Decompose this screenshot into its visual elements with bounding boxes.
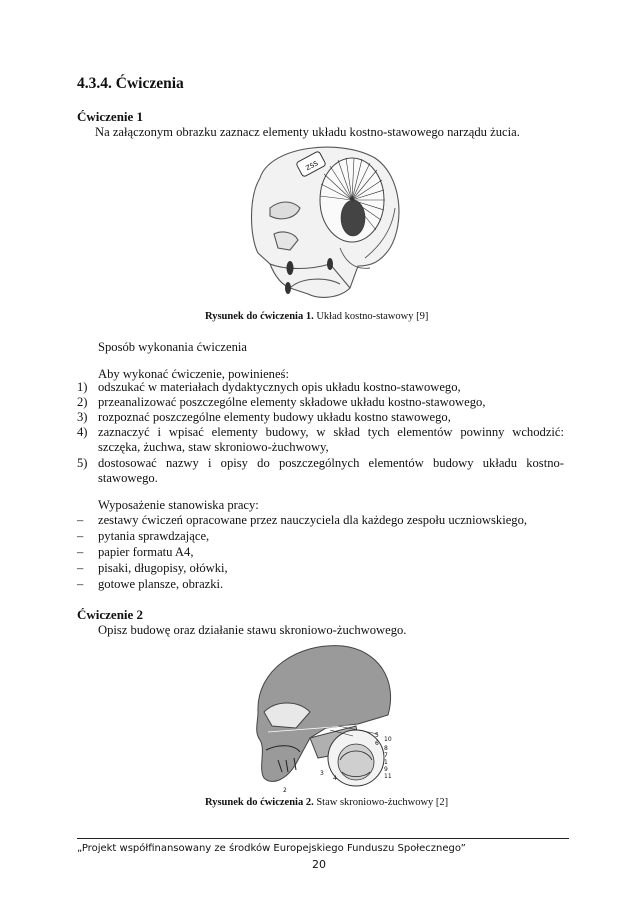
equipment-title: Wyposażenie stanowiska pracy: bbox=[98, 498, 259, 512]
equipment-text: zestawy ćwiczeń opracowane przez nauczyciela dla każdego zespołu uczniowskiego, bbox=[98, 513, 528, 527]
figure-2-caption-label: Rysunek do ćwiczenia 2. bbox=[205, 797, 314, 808]
figure-2-number: 5 bbox=[375, 732, 379, 739]
bullet-dash: – bbox=[77, 513, 84, 527]
step-text: przeanalizować poszczególne elementy składowe układu kostno-stawowego, bbox=[98, 395, 486, 409]
figure-2-number: 4 bbox=[333, 775, 337, 782]
figure-2-number: 7 bbox=[384, 752, 388, 759]
figure-2-number: 11 bbox=[384, 773, 392, 780]
footer-text: „Projekt współfinansowany ze środków Europejskiego Funduszu Społecznego” bbox=[77, 843, 466, 854]
footer-divider bbox=[77, 838, 569, 839]
figure-1-caption-text: Układ kostno-stawowy [9] bbox=[313, 311, 429, 322]
figure-2-caption bbox=[205, 797, 448, 808]
figure-1-caption-label: Rysunek do ćwiczenia 1. bbox=[205, 311, 314, 322]
figure-2-tmj-illustration bbox=[238, 640, 408, 796]
figure-1-label: ZSS bbox=[304, 159, 320, 173]
exercise-2-heading: Ćwiczenie 2 bbox=[77, 607, 144, 622]
step-text-continued: stawowego. bbox=[98, 471, 158, 485]
step-text: odszukać w materiałach dydaktycznych opis układu kostno-stawowego, bbox=[98, 380, 461, 394]
exercise-2-instruction: Opisz budowę oraz działanie stawu skroniowo-żuchwowego. bbox=[98, 623, 407, 637]
bullet-dash: – bbox=[77, 577, 84, 591]
equipment-text: papier formatu A4, bbox=[98, 545, 194, 559]
figure-2-number: 1 bbox=[384, 759, 388, 766]
method-title: Sposób wykonania ćwiczenia bbox=[98, 340, 247, 354]
figure-1-caption bbox=[205, 311, 428, 322]
step-text-continued: szczęka, żuchwa, staw skroniowo-żuchwowy, bbox=[98, 440, 329, 454]
step-text: zaznaczyć i wpisać elementy budowy, w skład tych elementów powinny wchodzić: bbox=[98, 425, 564, 439]
steps-intro: Aby wykonać ćwiczenie, powinieneś: bbox=[98, 367, 289, 381]
equipment-text: gotowe plansze, obrazki. bbox=[98, 577, 224, 591]
equipment-text: pytania sprawdzające, bbox=[98, 529, 210, 543]
step-text: rozpoznać poszczególne elementy budowy układu kostno stawowego, bbox=[98, 410, 451, 424]
figure-2-number: 6 bbox=[375, 740, 379, 747]
figure-2-caption-text: Staw skroniowo-żuchwowy [2] bbox=[313, 797, 449, 808]
step-number: 5) bbox=[77, 456, 88, 470]
bullet-dash: – bbox=[77, 545, 84, 559]
step-number: 2) bbox=[77, 395, 88, 409]
page-number: 20 bbox=[312, 858, 326, 871]
section-title: 4.3.4. Ćwiczenia bbox=[77, 75, 184, 92]
figure-2-number: 9 bbox=[384, 766, 388, 773]
step-text: dostosować nazwy i opisy do poszczególnych elementów budowy układu kostno- bbox=[98, 456, 564, 470]
step-number: 1) bbox=[77, 380, 88, 394]
bullet-dash: – bbox=[77, 529, 84, 543]
step-number: 3) bbox=[77, 410, 88, 424]
exercise-1-instruction: Na załączonym obrazku zaznacz elementy układu kostno-stawowego narządu żucia. bbox=[95, 125, 520, 139]
step-number: 4) bbox=[77, 425, 88, 439]
exercise-1-heading: Ćwiczenie 1 bbox=[77, 109, 144, 124]
equipment-text: pisaki, długopisy, ołówki, bbox=[98, 561, 228, 575]
figure-2-number: 10 bbox=[384, 736, 392, 743]
figure-1-skull-illustration bbox=[230, 138, 410, 308]
figure-2-number: 3 bbox=[320, 770, 324, 777]
bullet-dash: – bbox=[77, 561, 84, 575]
figure-2-number: 8 bbox=[384, 745, 388, 752]
figure-2-number: 2 bbox=[283, 787, 287, 794]
